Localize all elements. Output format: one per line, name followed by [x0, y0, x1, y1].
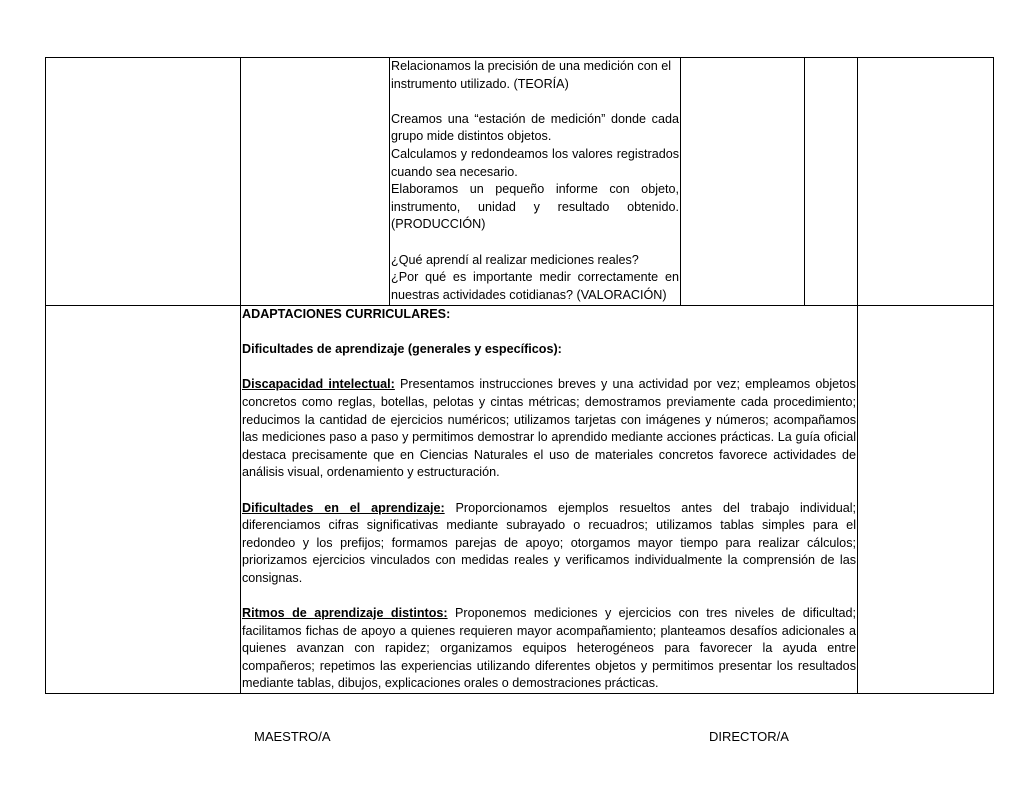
empty-cell — [681, 58, 805, 306]
production-text-1: Creamos una “estación de medición” donde cada grupo mide distintos objetos. — [391, 111, 679, 144]
empty-cell — [858, 306, 994, 694]
theory-text: Relacionamos la precisión de una medición con el instrumento utilizado. (TEORÍA) — [391, 59, 672, 91]
planning-table — [45, 57, 994, 694]
activities-cell — [390, 58, 681, 306]
activities-row — [46, 58, 994, 306]
empty-cell — [858, 58, 994, 306]
intellectual-disability-paragraph — [242, 376, 856, 482]
empty-cell — [241, 58, 390, 306]
adaptations-cell — [241, 306, 858, 694]
empty-cell — [46, 58, 241, 306]
adaptations-subheading: Dificultades de aprendizaje (generales y específicos): — [242, 342, 562, 357]
section-text: Proponemos mediciones y ejercicios con tres niveles de dificultad; facilitamos fichas de apoyo a quienes requieren mayor acompañamiento; planteamos desafíos adicionales a quienes avanzan con rapidez; organizamos equipos heterogéneos para favorecer la ayuda entre compañeros; repetimos las experiencias utilizando diferentes objetos y permitimos presentar los resultados mediante tablas, dibujos, explicaciones orales o demostraciones prácticas. — [242, 606, 856, 691]
section-title: Dificultades en el aprendizaje: — [242, 500, 445, 515]
section-text: Proporcionamos ejemplos resueltos antes del trabajo individual; diferenciamos cifras significativas mediante subrayado o recuadros; utilizamos tablas simples para el redondeo y los prefijos; formamos parejas de apoyo; otorgamos mayor tiempo para realizar cálculos; priorizamos ejercicios vinculados con medidas reales y verificamos individualmente la comprensión de las consignas. — [242, 500, 857, 585]
learning-rhythms-paragraph — [242, 605, 856, 693]
teacher-signature-label: MAESTRO/A — [254, 729, 331, 744]
empty-cell — [46, 306, 241, 694]
empty-cell — [805, 58, 858, 306]
valuation-text-1: ¿Qué aprendí al realizar mediciones reales? — [391, 252, 639, 267]
production-text-2: Calculamos y redondeamos los valores registrados cuando sea necesario. — [391, 146, 679, 179]
director-signature-label: DIRECTOR/A — [709, 729, 789, 744]
section-title: Discapacidad intelectual: — [242, 377, 395, 392]
learning-difficulties-paragraph — [242, 500, 856, 588]
adaptations-heading: ADAPTACIONES CURRICULARES: — [242, 307, 451, 321]
adaptations-row — [46, 306, 994, 694]
section-text: Presentamos instrucciones breves y una actividad por vez; empleamos objetos concretos como reglas, botellas, pelotas y cintas métricas; demostramos previamente cada procedimiento; reducimos la cantidad de ejercicios numéricos; utilizamos tarjetas con imágenes y números; acompañamos las mediciones paso a paso y permitimos demostrar lo aprendido mediante acciones prácticas. La guía oficial destaca precisamente que en Ciencias Naturales el uso de materiales concretos favorece actividades de análisis visual, ordenamiento y estructuración. — [242, 377, 856, 480]
section-title: Ritmos de aprendizaje distintos: — [242, 606, 448, 621]
production-text-3: Elaboramos un pequeño informe con objeto, instrumento, unidad y resultado obtenido. (PRODUCCIÓN) — [391, 182, 679, 232]
valuation-text-2: ¿Por qué es importante medir correctamente en nuestras actividades cotidianas? (VALORACIÓN) — [391, 270, 679, 302]
